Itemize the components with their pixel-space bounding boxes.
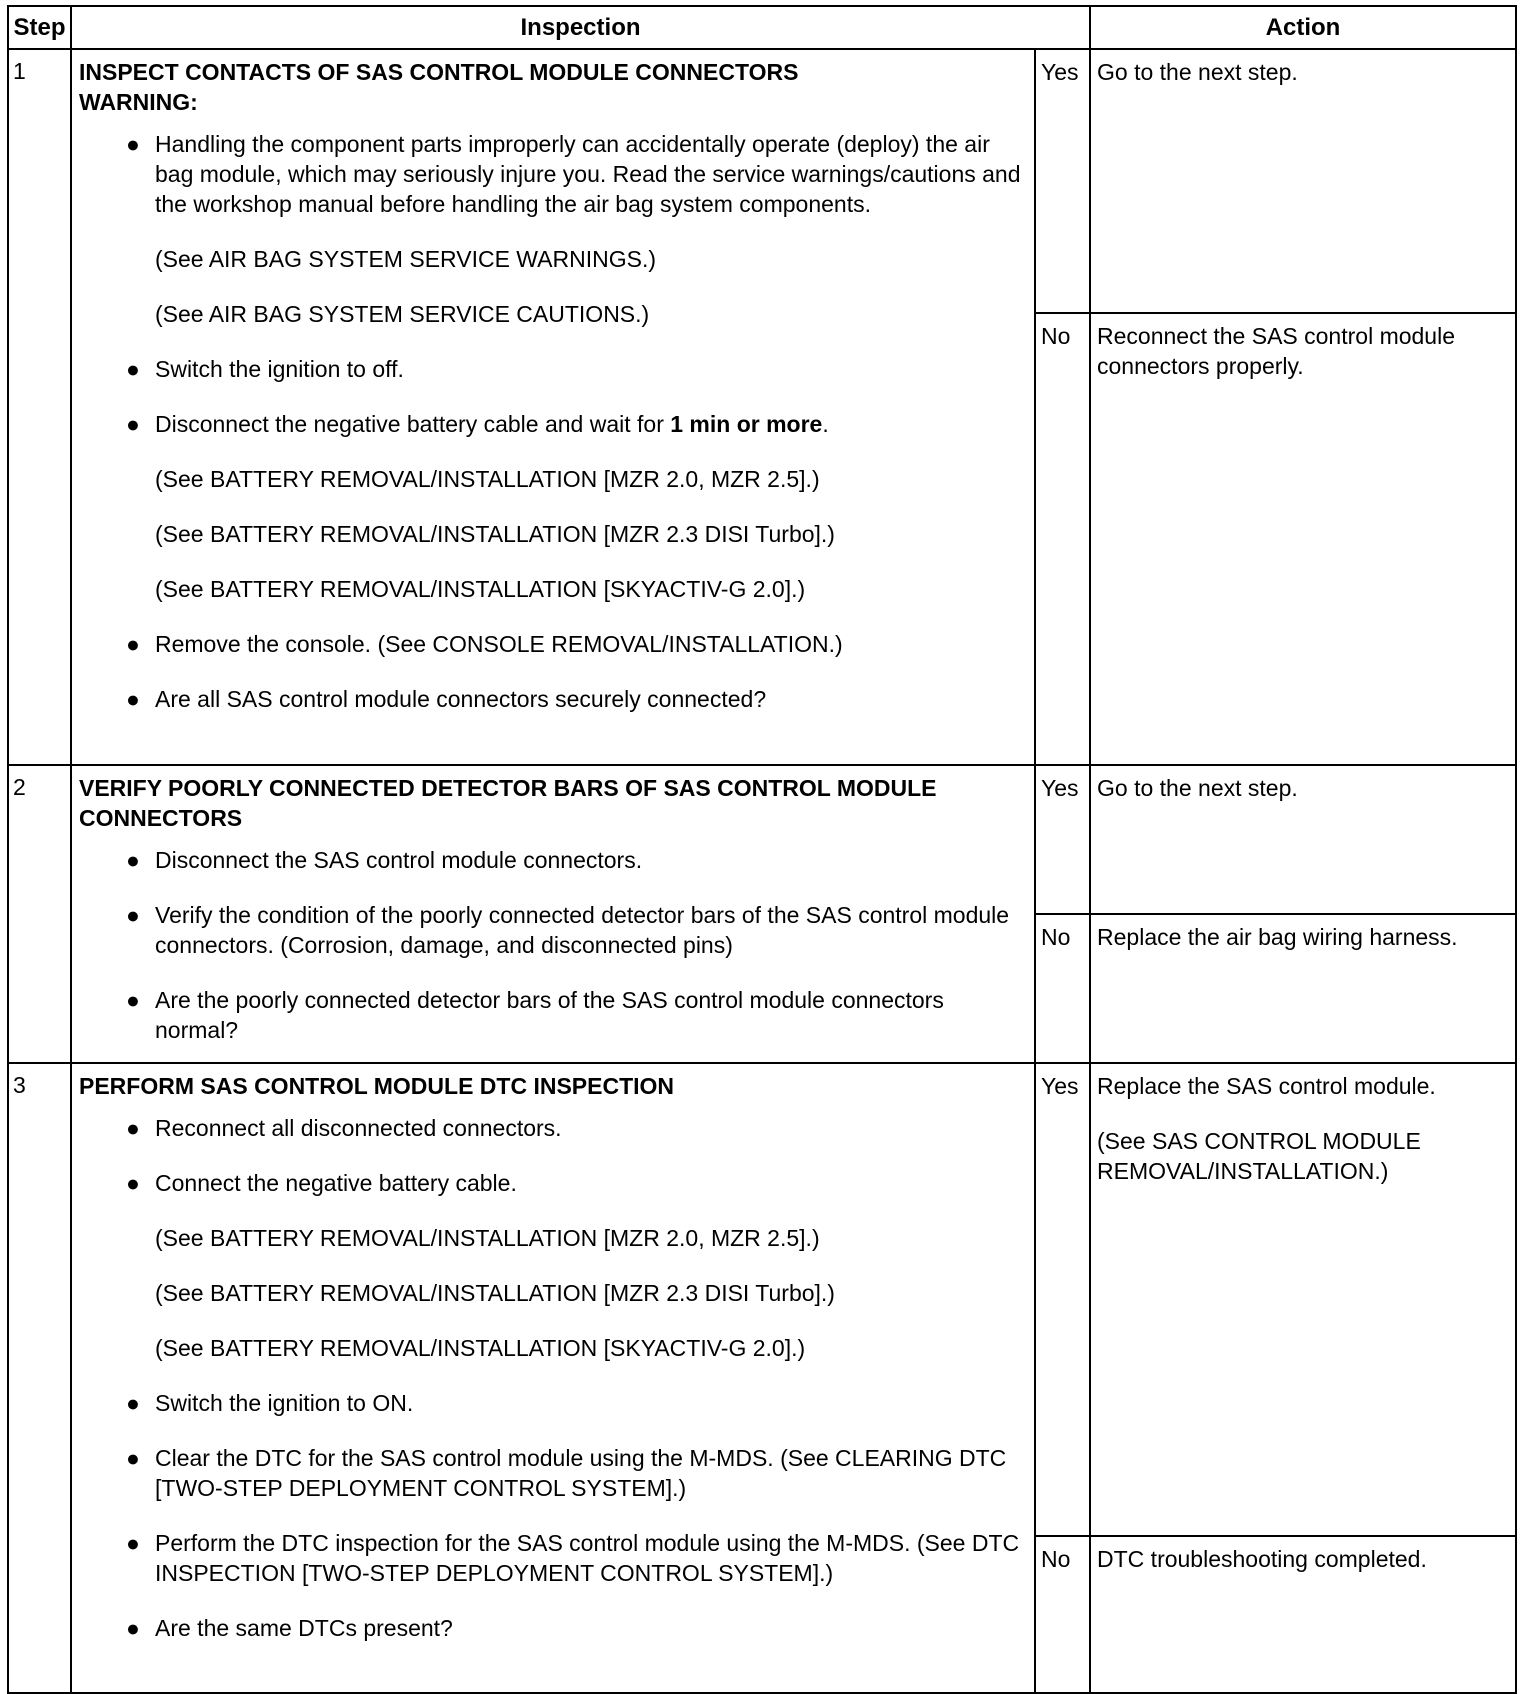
bullet-icon: ● [126, 131, 140, 157]
reference-text: (See BATTERY REMOVAL/INSTALLATION [SKYACTIV-G 2.0].) [155, 576, 806, 602]
bullet-icon: ● [126, 1115, 140, 1141]
list-item: ● Reconnect all disconnected connectors. [126, 1115, 562, 1141]
reference-text: (See BATTERY REMOVAL/INSTALLATION [MZR 2.3 DISI Turbo].) [155, 521, 835, 547]
bullet-icon: ● [126, 1170, 140, 1196]
list-item: ● Connect the negative battery cable. [126, 1170, 517, 1196]
list-item: ● Verify the condition of the poorly connected detector bars of the SAS control module connectors. (Corrosion, damage, and disconnected pins) [126, 902, 1010, 958]
step-1-no-label: No [1035, 313, 1090, 765]
step-3-inspection [71, 1063, 1035, 1693]
bullet-icon: ● [126, 1530, 140, 1556]
step-1-yes-action: Go to the next step. [1090, 49, 1516, 313]
list-item: ● Are the same DTCs present? [126, 1615, 453, 1641]
step-3-no-label: No [1035, 1536, 1090, 1693]
header-action: Action [1090, 6, 1516, 49]
step-2-no-action: Replace the air bag wiring harness. [1090, 914, 1516, 1063]
reference-text: (See AIR BAG SYSTEM SERVICE CAUTIONS.) [155, 301, 650, 327]
step-1-yes-row [8, 49, 1516, 313]
bullet-icon: ● [126, 987, 140, 1013]
header-row [8, 6, 1516, 49]
bullet-icon: ● [126, 686, 140, 712]
step-1-title: INSPECT CONTACTS OF SAS CONTROL MODULE CONNECTORS WARNING: [79, 59, 799, 115]
reference-text: (See BATTERY REMOVAL/INSTALLATION [SKYACTIV-G 2.0].) [155, 1335, 806, 1361]
list-item: ● Clear the DTC for the SAS control module using the M-MDS. (See CLEARING DTC [TWO-STEP DEPLOYMENT CONTROL SYSTEM].) [126, 1445, 1007, 1501]
bullet-icon: ● [126, 1615, 140, 1641]
step-3-yes-action [1090, 1063, 1516, 1536]
troubleshooting-document [7, 5, 1517, 1694]
list-item: ● Switch the ignition to off. [126, 356, 404, 382]
bullet-icon: ● [126, 847, 140, 873]
step-2-no-label: No [1035, 914, 1090, 1063]
list-item: ● Disconnect the negative battery cable and wait for 1 min or more. [126, 411, 829, 437]
reference-text: (See BATTERY REMOVAL/INSTALLATION [MZR 2.3 DISI Turbo].) [155, 1280, 835, 1306]
reference-text: (See AIR BAG SYSTEM SERVICE WARNINGS.) [155, 246, 657, 272]
step-3-yes-action-text: Replace the SAS control module. [1097, 1073, 1436, 1099]
step-2-inspection [71, 765, 1035, 1063]
bullet-icon: ● [126, 1445, 140, 1471]
bullet-icon: ● [126, 356, 140, 382]
step-2-number: 2 [8, 765, 71, 1063]
reference-text: (See BATTERY REMOVAL/INSTALLATION [MZR 2.0, MZR 2.5].) [155, 1225, 820, 1251]
step-1-no-action: Reconnect the SAS control module connectors properly. [1090, 313, 1516, 765]
step-1-yes-label: Yes [1035, 49, 1090, 313]
list-item: ● Disconnect the SAS control module connectors. [126, 847, 643, 873]
step-2-yes-label: Yes [1035, 765, 1090, 914]
list-item: ● Remove the console. (See CONSOLE REMOVAL/INSTALLATION.) [126, 631, 843, 657]
bullet-icon: ● [126, 902, 140, 928]
list-item: ● Are the poorly connected detector bars of the SAS control module connectors normal? [126, 987, 944, 1043]
step-3-no-action: DTC troubleshooting completed. [1090, 1536, 1516, 1693]
reference-text: (See BATTERY REMOVAL/INSTALLATION [MZR 2.0, MZR 2.5].) [155, 466, 820, 492]
step-3-yes-label: Yes [1035, 1063, 1090, 1536]
troubleshooting-table [7, 5, 1517, 1694]
list-item: ● Switch the ignition to ON. [126, 1390, 414, 1416]
step-3-yes-action-reference: (See SAS CONTROL MODULE REMOVAL/INSTALLATION.) [1097, 1128, 1421, 1184]
bullet-icon: ● [126, 631, 140, 657]
step-3-yes-row [8, 1063, 1516, 1536]
step-2-yes-action: Go to the next step. [1090, 765, 1516, 914]
bullet-icon: ● [126, 411, 140, 437]
list-item: ● Are all SAS control module connectors securely connected? [126, 686, 767, 712]
list-item: ● Handling the component parts improperly can accidentally operate (deploy) the air bag module, which may seriously injure you. Read the service warnings/cautions and the workshop manual before handling the air bag system components. [126, 131, 1021, 217]
step-3-title: PERFORM SAS CONTROL MODULE DTC INSPECTION [79, 1073, 675, 1099]
step-3-number: 3 [8, 1063, 71, 1693]
step-1-inspection [71, 49, 1035, 765]
step-1-number: 1 [8, 49, 71, 765]
list-item: ● Perform the DTC inspection for the SAS control module using the M-MDS. (See DTC INSPECTION [TWO-STEP DEPLOYMENT CONTROL SYSTEM].) [126, 1530, 1020, 1586]
step-2-yes-row [8, 765, 1516, 914]
bullet-icon: ● [126, 1390, 140, 1416]
step-2-title: VERIFY POORLY CONNECTED DETECTOR BARS OF SAS CONTROL MODULE CONNECTORS [79, 775, 937, 831]
header-inspection: Inspection [71, 6, 1090, 49]
header-step: Step [8, 6, 71, 49]
